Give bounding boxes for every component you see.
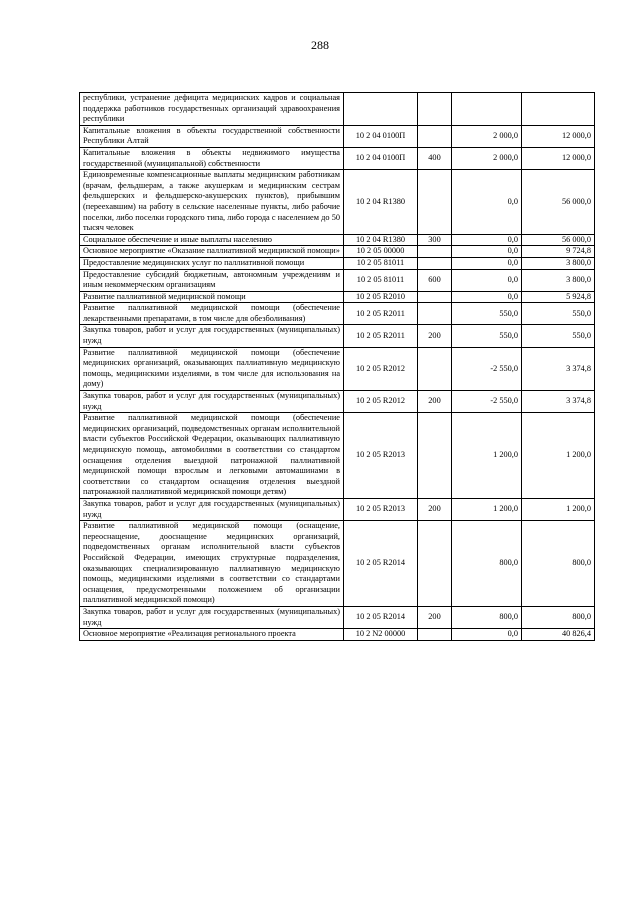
row-name-cell: Развитие паллиативной медицинской помощи (обеспечение лекарственными препаратами, в том числе для обезболивания) xyxy=(80,303,344,325)
row-code-cell: 10 2 04 0100П xyxy=(344,125,418,147)
table-row xyxy=(80,498,595,520)
row-amount-total-cell: 9 724,8 xyxy=(522,246,595,258)
row-name-cell: республики, устранение дефицита медицинских кадров и социальная поддержка работников государственных организаций здравоохранения республики xyxy=(80,93,344,126)
row-type-cell: 600 xyxy=(418,269,452,291)
row-amount-total-cell: 3 374,8 xyxy=(522,391,595,413)
row-amount-total-cell: 800,0 xyxy=(522,521,595,607)
row-code-cell: 10 2 05 R2014 xyxy=(344,521,418,607)
row-code-cell: 10 2 05 R2010 xyxy=(344,291,418,303)
row-name-cell: Единовременные компенсационные выплаты медицинским работникам (врачам, фельдшерам, а также акушеркам и медицинским сестрам фельдшерских и фельдшерско-акушерских пунктов), прибывшим (переехавшим) на работу в сельские населенные пункты, либо рабочие поселки, либо поселки городского типа, либо города с населением до 50 тысяч человек xyxy=(80,170,344,235)
table-row xyxy=(80,629,595,641)
row-code-cell: 10 2 04 0100П xyxy=(344,147,418,169)
page-number: 288 xyxy=(311,38,329,52)
row-type-cell: 200 xyxy=(418,498,452,520)
row-name-cell: Закупка товаров, работ и услуг для государственных (муниципальных) нужд xyxy=(80,498,344,520)
row-code-cell: 10 2 05 00000 xyxy=(344,246,418,258)
row-amount-change-cell: -2 550,0 xyxy=(452,347,522,390)
row-type-cell xyxy=(418,170,452,235)
row-amount-total-cell: 800,0 xyxy=(522,606,595,628)
row-amount-change-cell: 0,0 xyxy=(452,629,522,641)
row-amount-change-cell: 0,0 xyxy=(452,257,522,269)
row-amount-total-cell: 550,0 xyxy=(522,303,595,325)
table-row xyxy=(80,325,595,347)
budget-table-body xyxy=(80,93,595,641)
row-type-cell xyxy=(418,246,452,258)
table-row xyxy=(80,303,595,325)
row-amount-change-cell: 1 200,0 xyxy=(452,498,522,520)
row-type-cell: 300 xyxy=(418,234,452,246)
row-code-cell: 10 2 05 R2013 xyxy=(344,413,418,499)
row-name-cell: Развитие паллиативной медицинской помощи (обеспечение медицинских организаций, подведомственных органам исполнительной власти субъектов Российской Федерации, оказывающих паллиативную медицинскую помощь, автомобилями в соответствии со стандартом оснащения отделения выездной патронажной паллиативной медицинской помощи взрослым и легковыми автомашинами в соответствии со стандартом оснащения отделения выездной патронажной паллиативной медицинской помощи детям) xyxy=(80,413,344,499)
row-code-cell: 10 2 05 R2011 xyxy=(344,303,418,325)
row-type-cell xyxy=(418,125,452,147)
table-row xyxy=(80,347,595,390)
row-name-cell: Капитальные вложения в объекты недвижимого имущества государственной (муниципальной) собственности xyxy=(80,147,344,169)
row-code-cell: 10 2 05 R2012 xyxy=(344,391,418,413)
table-row xyxy=(80,291,595,303)
row-code-cell xyxy=(344,93,418,126)
table-row xyxy=(80,391,595,413)
row-name-cell: Предоставление медицинских услуг по паллиативной помощи xyxy=(80,257,344,269)
row-code-cell: 10 2 05 R2014 xyxy=(344,606,418,628)
row-name-cell: Закупка товаров, работ и услуг для государственных (муниципальных) нужд xyxy=(80,391,344,413)
row-code-cell: 10 2 N2 00000 xyxy=(344,629,418,641)
row-amount-total-cell: 12 000,0 xyxy=(522,125,595,147)
row-code-cell: 10 2 05 81011 xyxy=(344,257,418,269)
row-type-cell: 200 xyxy=(418,325,452,347)
row-name-cell: Социальное обеспечение и иные выплаты населению xyxy=(80,234,344,246)
row-code-cell: 10 2 04 R1380 xyxy=(344,170,418,235)
row-amount-change-cell: 800,0 xyxy=(452,606,522,628)
row-amount-change-cell: 0,0 xyxy=(452,234,522,246)
row-name-cell: Закупка товаров, работ и услуг для государственных (муниципальных) нужд xyxy=(80,325,344,347)
row-amount-total-cell: 5 924,8 xyxy=(522,291,595,303)
row-amount-total-cell: 3 374,8 xyxy=(522,347,595,390)
row-amount-total-cell xyxy=(522,93,595,126)
row-type-cell xyxy=(418,291,452,303)
row-type-cell: 400 xyxy=(418,147,452,169)
row-name-cell: Основное мероприятие «Оказание паллиативной медицинской помощи» xyxy=(80,246,344,258)
row-amount-change-cell: 2 000,0 xyxy=(452,147,522,169)
row-amount-total-cell: 40 826,4 xyxy=(522,629,595,641)
row-amount-change-cell: 1 200,0 xyxy=(452,413,522,499)
row-name-cell: Развитие паллиативной медицинской помощи xyxy=(80,291,344,303)
table-row xyxy=(80,93,595,126)
row-code-cell: 10 2 04 R1380 xyxy=(344,234,418,246)
row-amount-change-cell: 2 000,0 xyxy=(452,125,522,147)
row-amount-change-cell: 0,0 xyxy=(452,170,522,235)
table-row xyxy=(80,246,595,258)
row-code-cell: 10 2 05 R2012 xyxy=(344,347,418,390)
row-code-cell: 10 2 05 R2011 xyxy=(344,325,418,347)
table-row xyxy=(80,606,595,628)
row-amount-total-cell: 1 200,0 xyxy=(522,498,595,520)
row-amount-change-cell: 800,0 xyxy=(452,521,522,607)
row-code-cell: 10 2 05 81011 xyxy=(344,269,418,291)
table-row xyxy=(80,234,595,246)
row-name-cell: Закупка товаров, работ и услуг для государственных (муниципальных) нужд xyxy=(80,606,344,628)
table-row xyxy=(80,125,595,147)
row-amount-total-cell: 56 000,0 xyxy=(522,234,595,246)
table-row xyxy=(80,170,595,235)
row-type-cell xyxy=(418,629,452,641)
row-type-cell xyxy=(418,521,452,607)
row-amount-change-cell: 550,0 xyxy=(452,303,522,325)
row-amount-change-cell: 0,0 xyxy=(452,246,522,258)
row-amount-total-cell: 12 000,0 xyxy=(522,147,595,169)
row-type-cell: 200 xyxy=(418,606,452,628)
table-row xyxy=(80,269,595,291)
row-amount-change-cell xyxy=(452,93,522,126)
budget-table xyxy=(79,92,595,641)
row-type-cell xyxy=(418,257,452,269)
row-amount-change-cell: 0,0 xyxy=(452,269,522,291)
row-type-cell xyxy=(418,347,452,390)
row-name-cell: Предоставление субсидий бюджетным, автономным учреждениям и иным некоммерческим организациям xyxy=(80,269,344,291)
row-type-cell: 200 xyxy=(418,391,452,413)
table-row xyxy=(80,413,595,499)
row-amount-change-cell: -2 550,0 xyxy=(452,391,522,413)
row-name-cell: Развитие паллиативной медицинской помощи (оснащение, переоснащение, дооснащение медицинских организаций, подведомственных органам исполнительной власти субъектов Российской Федерации, имеющих структурные подразделения, оказывающих специализированную паллиативную медицинскую помощь, медицинскими изделиями в соответствии со стандартами оснащения, предусмотренными положением об организации паллиативной медицинской помощи) xyxy=(80,521,344,607)
row-name-cell: Развитие паллиативной медицинской помощи (обеспечение медицинских организаций, оказывающих паллиативную медицинскую помощь, медицинскими изделиями, в том числе для использования на дому) xyxy=(80,347,344,390)
row-amount-total-cell: 3 800,0 xyxy=(522,269,595,291)
row-type-cell xyxy=(418,93,452,126)
row-type-cell xyxy=(418,303,452,325)
row-amount-change-cell: 550,0 xyxy=(452,325,522,347)
table-row xyxy=(80,147,595,169)
row-code-cell: 10 2 05 R2013 xyxy=(344,498,418,520)
row-amount-change-cell: 0,0 xyxy=(452,291,522,303)
table-row xyxy=(80,257,595,269)
table-row xyxy=(80,521,595,607)
row-amount-total-cell: 1 200,0 xyxy=(522,413,595,499)
row-name-cell: Капитальные вложения в объекты государственной собственности Республики Алтай xyxy=(80,125,344,147)
row-type-cell xyxy=(418,413,452,499)
row-name-cell: Основное мероприятие «Реализация регионального проекта xyxy=(80,629,344,641)
row-amount-total-cell: 3 800,0 xyxy=(522,257,595,269)
row-amount-total-cell: 56 000,0 xyxy=(522,170,595,235)
row-amount-total-cell: 550,0 xyxy=(522,325,595,347)
